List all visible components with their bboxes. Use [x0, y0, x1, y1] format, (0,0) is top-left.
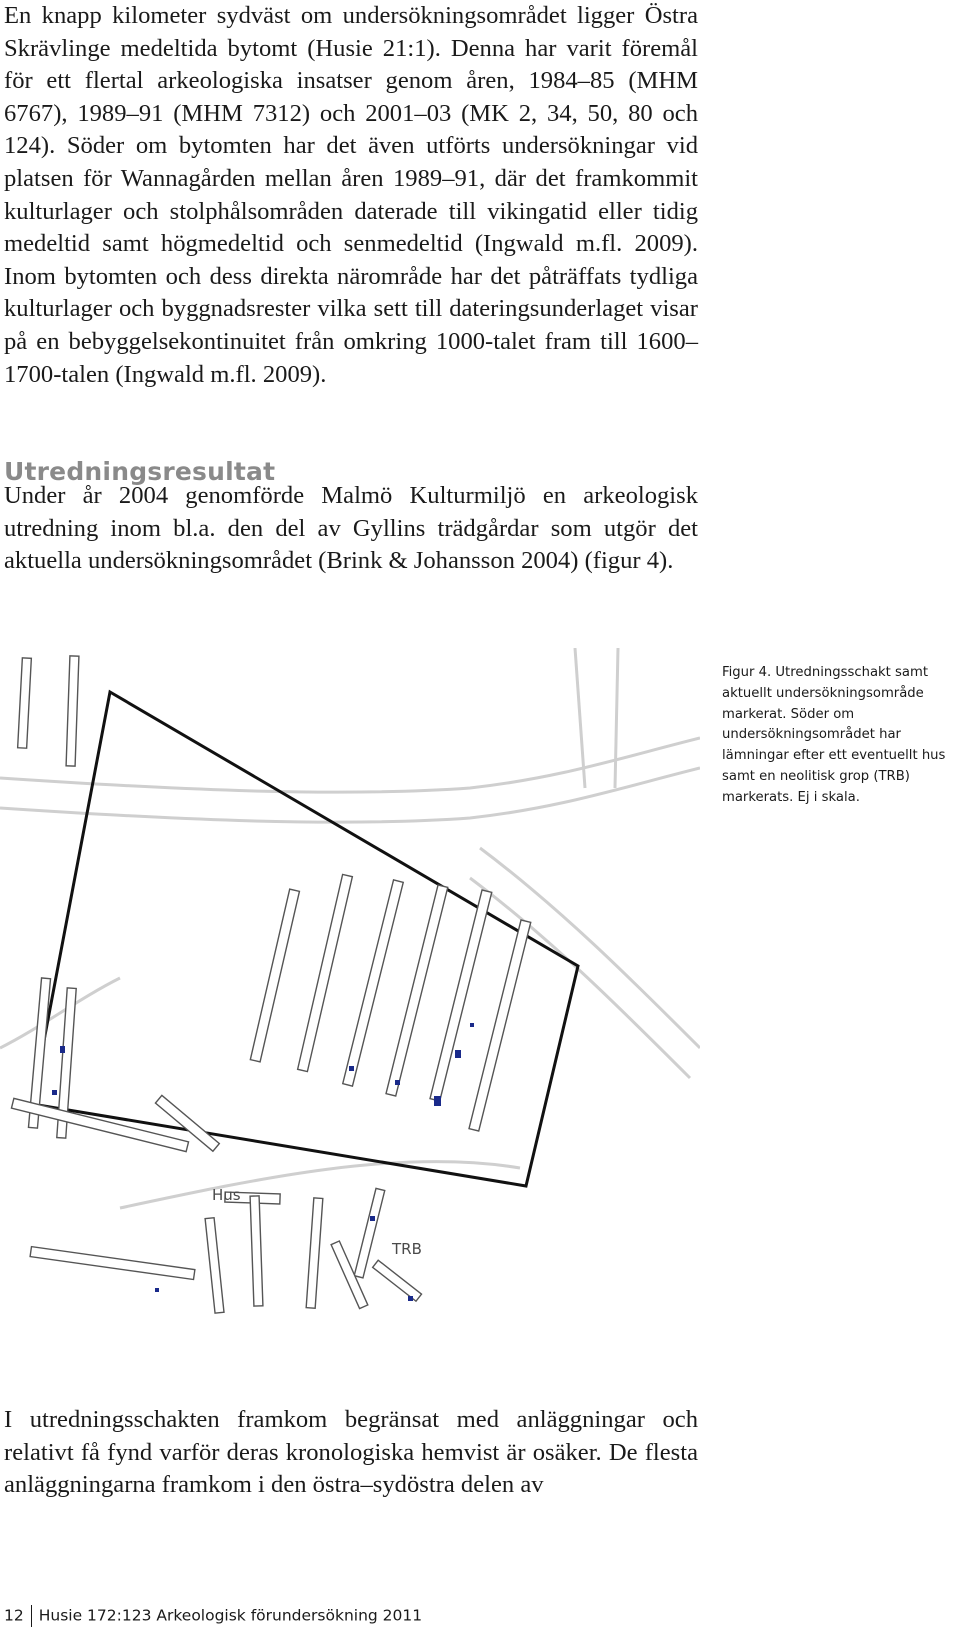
- closing-paragraph: I utredningsschakten framkom begränsat med anläggningar och relativt få fynd varför deras kronologiska hemvist är osäker. De flesta anläggningarna framkom i den östra–sydöstra delen av: [4, 1406, 698, 1499]
- trench: [250, 889, 299, 1062]
- trench: [469, 920, 531, 1131]
- trench: [343, 880, 404, 1086]
- footer-separator: [31, 1605, 32, 1627]
- feature-dot: [60, 1046, 65, 1053]
- feature-dot: [455, 1050, 461, 1058]
- road-curve-north: [0, 738, 700, 792]
- feature-dot: [395, 1080, 400, 1085]
- intro-paragraph: En knapp kilometer sydväst om undersökningsområdet ligger Östra Skrävlinge medeltida bytomt (Husie 21:1). Denna har varit föremål för ett flertal arkeologiska insatser genom åren, 1984–85 (MHM 6767), 1989–91 (MHM 7312) och 2001–03 (MK 2, 34, 50, 80 och 124). Söder om bytomten har det även utförts undersökningar vid platsen för Wannagården mellan åren 1989–91, där det framkommit kulturlager och stolphålsområden daterade till vikingatid eller tidig medeltid samt högmedeltid och senmedeltid (Ingwald m.fl. 2009). Inom bytomten och dess direkta närområde har det påträffats tydliga kulturlager och byggnadsrester vilka sett till dateringsunderlaget visar på en bebyggelsekontinuitet från omkring 1000-talet fram till 1600–1700-talen (Ingwald m.fl. 2009).: [4, 2, 698, 388]
- feature-dot: [470, 1023, 474, 1027]
- section-paragraph: Under år 2004 genomförde Malmö Kulturmiljö en arkeologisk utredning inom bl.a. den del av Gyllins trädgårdar som utgör det aktuella undersökningsområdet (Brink & Johansson 2004) (figur 4).: [4, 482, 698, 575]
- site-map-figure: [0, 648, 700, 1328]
- label-trb: TRB: [392, 1240, 422, 1258]
- trench: [30, 1247, 195, 1280]
- road-curve-east-inner: [470, 878, 690, 1078]
- trench: [18, 658, 32, 748]
- page-footer: [4, 1605, 422, 1627]
- feature-dot: [52, 1090, 57, 1095]
- site-map: [0, 648, 700, 1328]
- feature-dot: [155, 1288, 159, 1292]
- label-hus: Hus: [212, 1186, 241, 1204]
- trenches: [11, 656, 530, 1313]
- trench: [306, 1198, 323, 1308]
- road-diagonal-west: [0, 978, 120, 1048]
- investigation-area-boundary: [32, 692, 578, 1186]
- road-curve-east: [480, 848, 700, 1048]
- trench: [250, 1196, 263, 1306]
- road-curve-north-inner: [0, 768, 700, 822]
- publication-title: Husie 172:123 Arkeologisk förundersökning 2011: [38, 1606, 423, 1625]
- feature-dot: [370, 1216, 375, 1221]
- trench: [373, 1260, 422, 1301]
- figure-caption: Figur 4. Utredningsschakt samt aktuellt undersökningsområde markerat. Söder om undersökningsområdet har lämningar efter ett eventuellt hus samt en neolitisk grop (TRB) markerats. Ej i skala.: [722, 665, 946, 805]
- trench: [66, 656, 79, 766]
- feature-dot: [434, 1096, 441, 1106]
- section-heading: Utredningsresultat: [4, 457, 276, 486]
- feature-dot: [349, 1066, 354, 1071]
- trench: [205, 1218, 224, 1313]
- feature-dot: [408, 1296, 413, 1301]
- trench: [298, 874, 353, 1071]
- page-number: 12: [4, 1606, 24, 1625]
